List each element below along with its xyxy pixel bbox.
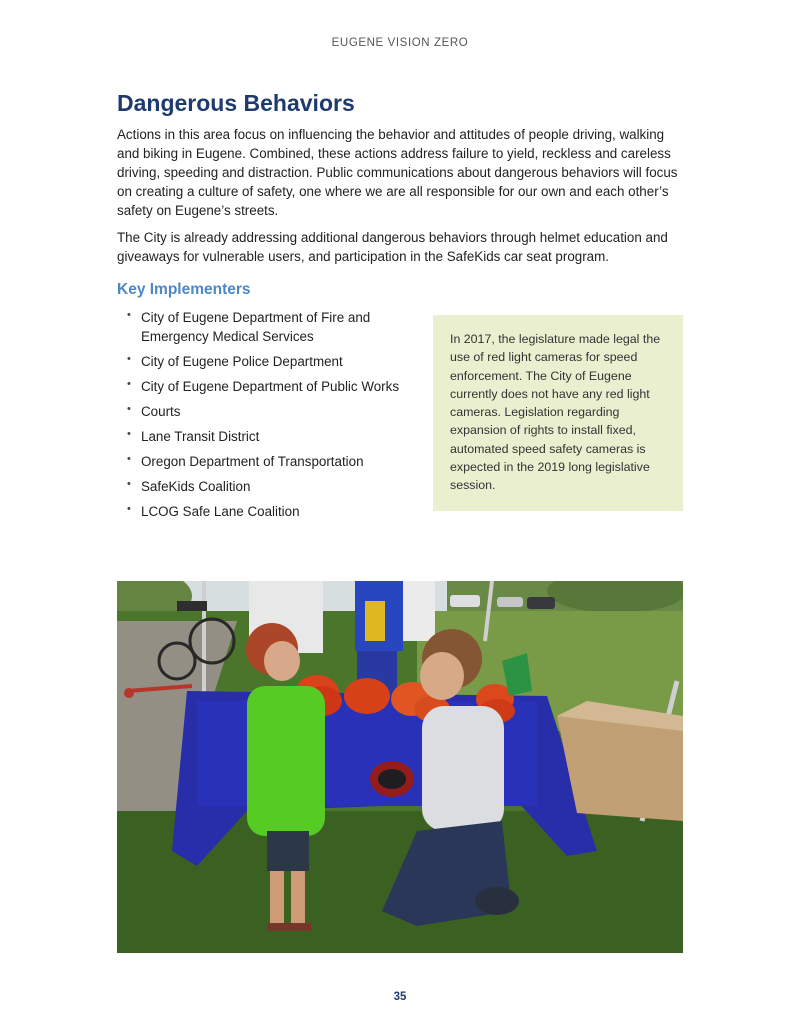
bullet-icon: • — [127, 427, 131, 440]
running-header: EUGENE VISION ZERO — [331, 37, 469, 49]
helmet-giveaway-illustration — [117, 581, 683, 953]
list-item-label: Lane Transit District — [141, 428, 260, 444]
list-item-label: City of Eugene Police Department — [141, 353, 343, 369]
list-item — [127, 378, 427, 397]
bullet-icon: • — [127, 352, 131, 365]
list-item — [127, 503, 427, 522]
list-item-label: Courts — [141, 403, 181, 419]
bullet-icon: • — [127, 477, 131, 490]
list-item — [127, 453, 427, 472]
list-item — [127, 403, 427, 422]
list-item — [127, 353, 427, 372]
bullet-icon: • — [127, 309, 131, 321]
page-number: 35 — [393, 991, 407, 1003]
bullet-icon: • — [127, 377, 131, 390]
list-item-label: Oregon Department of Transportation — [141, 453, 364, 469]
callout-box — [433, 315, 683, 511]
section-title: Dangerous Behaviors — [117, 90, 355, 116]
list-item — [127, 428, 427, 447]
implementers-list — [127, 309, 427, 528]
list-item-label: City of Eugene Department of Public Works — [141, 378, 400, 394]
bullet-icon: • — [127, 502, 131, 515]
list-item-label: LCOG Safe Lane Coalition — [141, 503, 300, 519]
helmet-paragraph: The City is already addressing additional dangerous behaviors through helmet education and giveaways for vulnerable users, and participation in the SafeKids car seat program. — [117, 230, 668, 264]
event-photo — [117, 581, 683, 953]
list-item-label: SafeKids Coalition — [141, 478, 251, 494]
callout-text: In 2017, the legislature made legal the use of red light cameras for speed enforcement. The City of Eugene currently does not have any red light cameras. Legislation regarding expansion of rights to install fixed, automated speed safety cameras is expected in the 2019 long legislative session. — [450, 332, 661, 493]
bullet-icon: • — [127, 452, 131, 465]
implementers-heading: Key Implementers — [117, 281, 251, 298]
list-item — [127, 478, 427, 497]
bullet-icon: • — [127, 402, 131, 415]
intro-paragraph: Actions in this area focus on influencing the behavior and attitudes of people driving, walking and biking in Eugene. Combined, these actions address failure to yield, reckless and careless driving, speeding and distraction. Public communications about dangerous behaviors will focus on creating a culture of safety, one where we are all responsible for our own and each other’s safety on Eugene’s streets. — [117, 127, 678, 218]
list-item-label: City of Eugene Department of Fire and Emergency Medical Services — [141, 310, 371, 344]
list-item — [127, 309, 427, 346]
